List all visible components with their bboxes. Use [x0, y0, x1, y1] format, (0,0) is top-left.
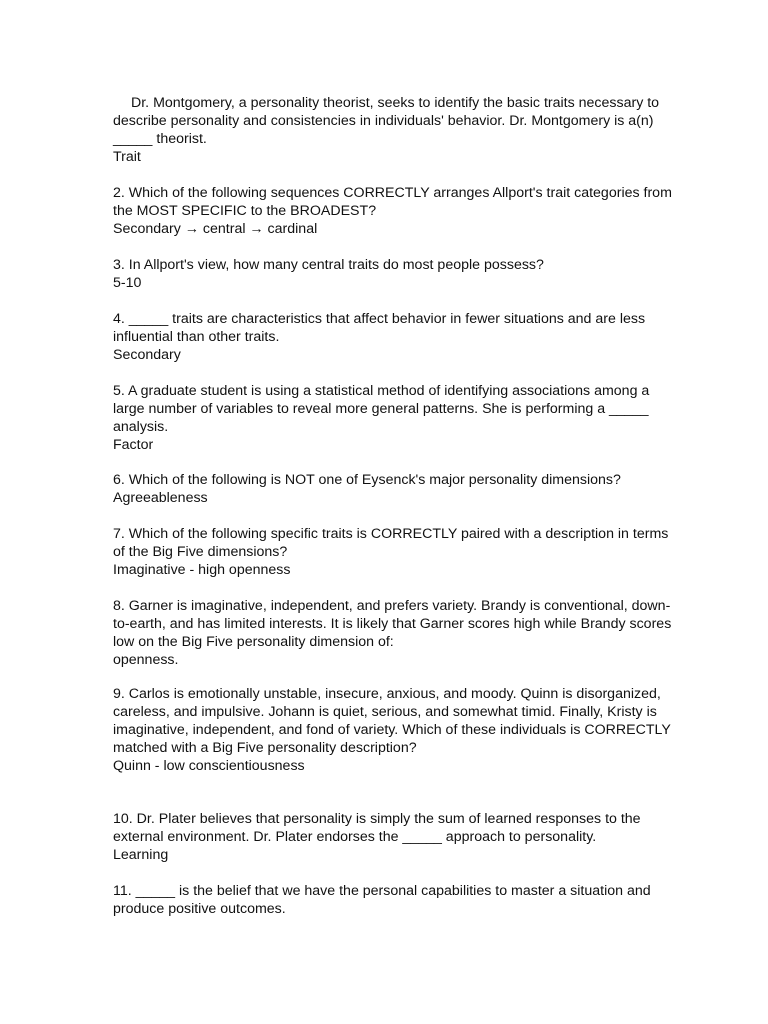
- question-block-6: [113, 471, 673, 507]
- question-text: 8. Garner is imaginative, independent, and prefers variety. Brandy is conventional, down-to-earth, and has limited interests. It is likely that Garner scores high while Brandy scores low on the Big Five personality dimension of:: [113, 598, 672, 650]
- question-block-5: [113, 382, 673, 454]
- answer-text: Agreeableness: [113, 490, 208, 506]
- question-block-8: [113, 597, 673, 669]
- question-text: 3. In Allport's view, how many central traits do most people possess?: [113, 257, 544, 273]
- question-text: 9. Carlos is emotionally unstable, insecure, anxious, and moody. Quinn is disorganized, careless, and impulsive. Johann is quiet, serious, and somewhat timid. Finally, Kristy is imaginative, independent, and fond of variety. Which of these individuals is CORRECTLY matched with a Big Five personality description?: [113, 686, 671, 756]
- question-text: 6. Which of the following is NOT one of Eysenck's major personality dimensions?: [113, 472, 621, 488]
- question-block-7: [113, 525, 673, 579]
- answer-text: Secondary: [113, 347, 181, 363]
- question-block-3: [113, 256, 673, 292]
- question-block-11: [113, 882, 673, 918]
- question-text: 5. A graduate student is using a statistical method of identifying associations among a large number of variables to reveal more general patterns. She is performing a _____ analysis.: [113, 383, 650, 435]
- answer-text: Factor: [113, 437, 154, 453]
- question-text: 4. _____ traits are characteristics that affect behavior in fewer situations and are less influential than other traits.: [113, 311, 646, 345]
- answer-text: Secondary → central → cardinal: [113, 221, 318, 237]
- answer-text: Trait: [113, 149, 141, 165]
- answer-text: Quinn - low conscientiousness: [113, 758, 305, 774]
- question-text: 2. Which of the following sequences CORRECTLY arranges Allport's trait categories from the MOST SPECIFIC to the BROADEST?: [113, 185, 672, 219]
- answer-text: Learning: [113, 847, 169, 863]
- answer-text: 5-10: [113, 275, 142, 291]
- answer-text: openness.: [113, 652, 179, 668]
- question-block-9: [113, 685, 673, 775]
- question-text: 7. Which of the following specific traits is CORRECTLY paired with a description in terms of the Big Five dimensions?: [113, 526, 669, 560]
- answer-text: Imaginative - high openness: [113, 562, 291, 578]
- question-text: 10. Dr. Plater believes that personality is simply the sum of learned responses to the external environment. Dr. Plater endorses the _____ approach to personality.: [113, 811, 641, 845]
- question-text: Dr. Montgomery, a personality theorist, seeks to identify the basic traits necessary to describe personality and consistencies in individuals' behavior. Dr. Montgomery is a(n) _____ theorist.: [113, 95, 660, 147]
- question-block-2: [113, 184, 673, 238]
- question-block-1: [113, 94, 673, 166]
- question-text: 11. _____ is the belief that we have the personal capabilities to master a situation and produce positive outcomes.: [113, 883, 651, 917]
- question-block-10: [113, 810, 673, 864]
- question-block-4: [113, 310, 673, 364]
